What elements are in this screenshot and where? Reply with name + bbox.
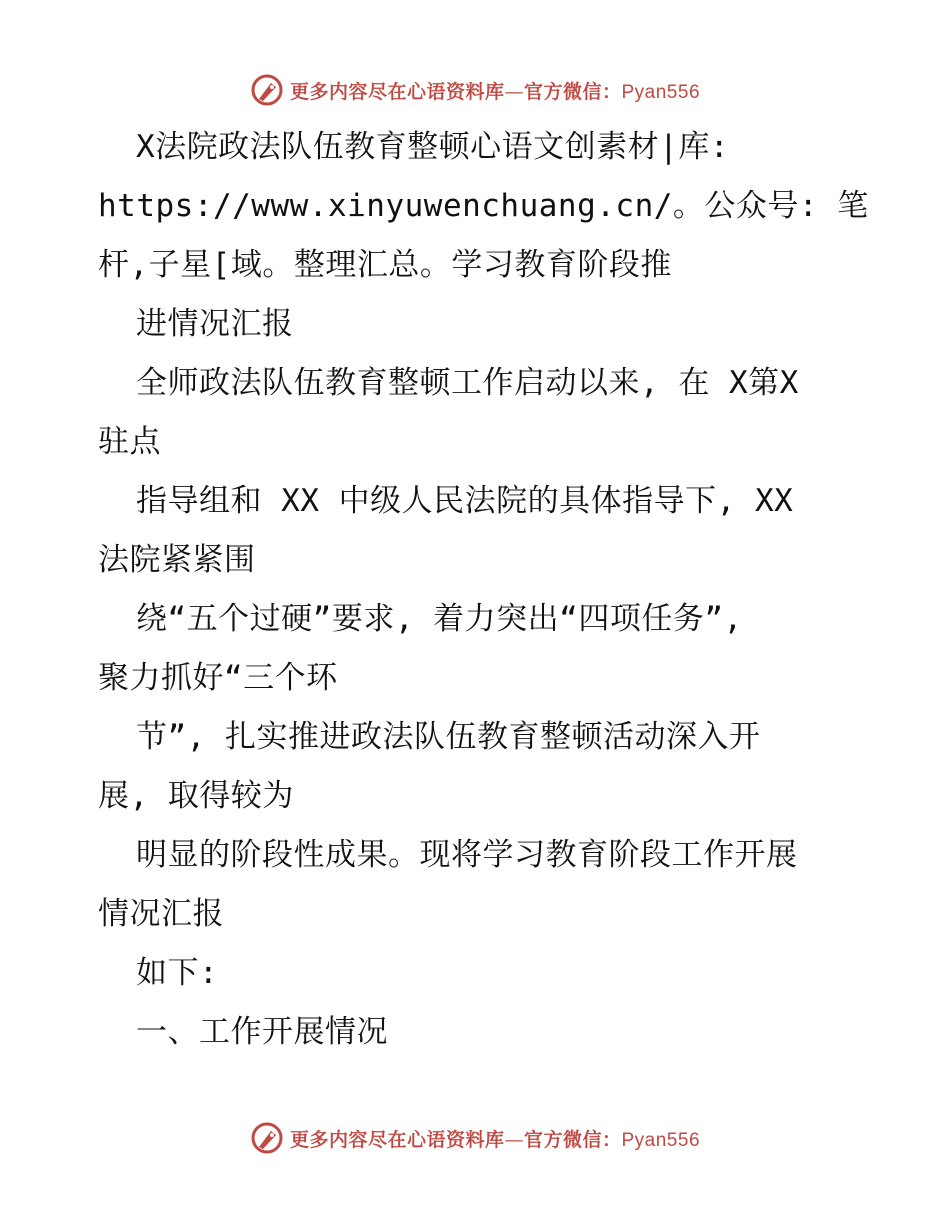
header-banner-dash: — — [504, 80, 524, 103]
document-line: 全师政法队伍教育整顿工作启动以来, 在 X第X — [136, 365, 799, 401]
section-heading: 一、工作开展情况 — [136, 1014, 388, 1050]
document-line: X法院政法队伍教育整顿心语文创素材|库: — [136, 129, 729, 165]
footer-banner-dash: — — [504, 1128, 524, 1151]
pen-nib-circle-icon — [250, 73, 284, 107]
document-line: 如下: — [136, 955, 219, 991]
document-line: 节”, 扎实推进政法队伍教育整顿活动深入开 — [136, 719, 761, 755]
document-line: 聚力抓好“三个环 — [98, 660, 338, 696]
footer-banner-main: 更多内容尽在心语资料库 — [289, 1128, 505, 1151]
document-line: https://www.xinyuwenchuang.cn/。公众号: 笔 — [98, 188, 869, 224]
footer-watermark-banner — [0, 1118, 950, 1158]
document-body — [98, 118, 869, 1062]
header-banner-wechat-label: 官方微信： — [523, 80, 622, 103]
document-line: 明显的阶段性成果。现将学习教育阶段工作开展 — [136, 837, 798, 873]
header-watermark-banner — [0, 70, 950, 110]
document-line: 法院紧紧围 — [98, 542, 256, 578]
footer-banner-wechat-label: 官方微信： — [523, 1128, 622, 1151]
header-banner-main: 更多内容尽在心语资料库 — [289, 80, 505, 103]
pen-nib-circle-icon — [250, 1121, 284, 1155]
document-line: 展, 取得较为 — [98, 778, 294, 814]
footer-banner-account: Pyan556 — [621, 1129, 701, 1151]
document-line: 情况汇报 — [98, 896, 224, 932]
document-line: 杆,子星[域。整理汇总。学习教育阶段推 — [98, 247, 672, 283]
document-line: 驻点 — [98, 424, 161, 460]
footer-watermark-text — [290, 1125, 700, 1152]
document-line: 进情况汇报 — [136, 306, 294, 342]
document-line: 绕“五个过硬”要求, 着力突出“四项任务”, — [136, 601, 743, 637]
header-watermark-text — [290, 77, 700, 104]
header-banner-account: Pyan556 — [621, 81, 701, 103]
document-line: 指导组和 XX 中级人民法院的具体指导下, XX — [136, 483, 794, 519]
